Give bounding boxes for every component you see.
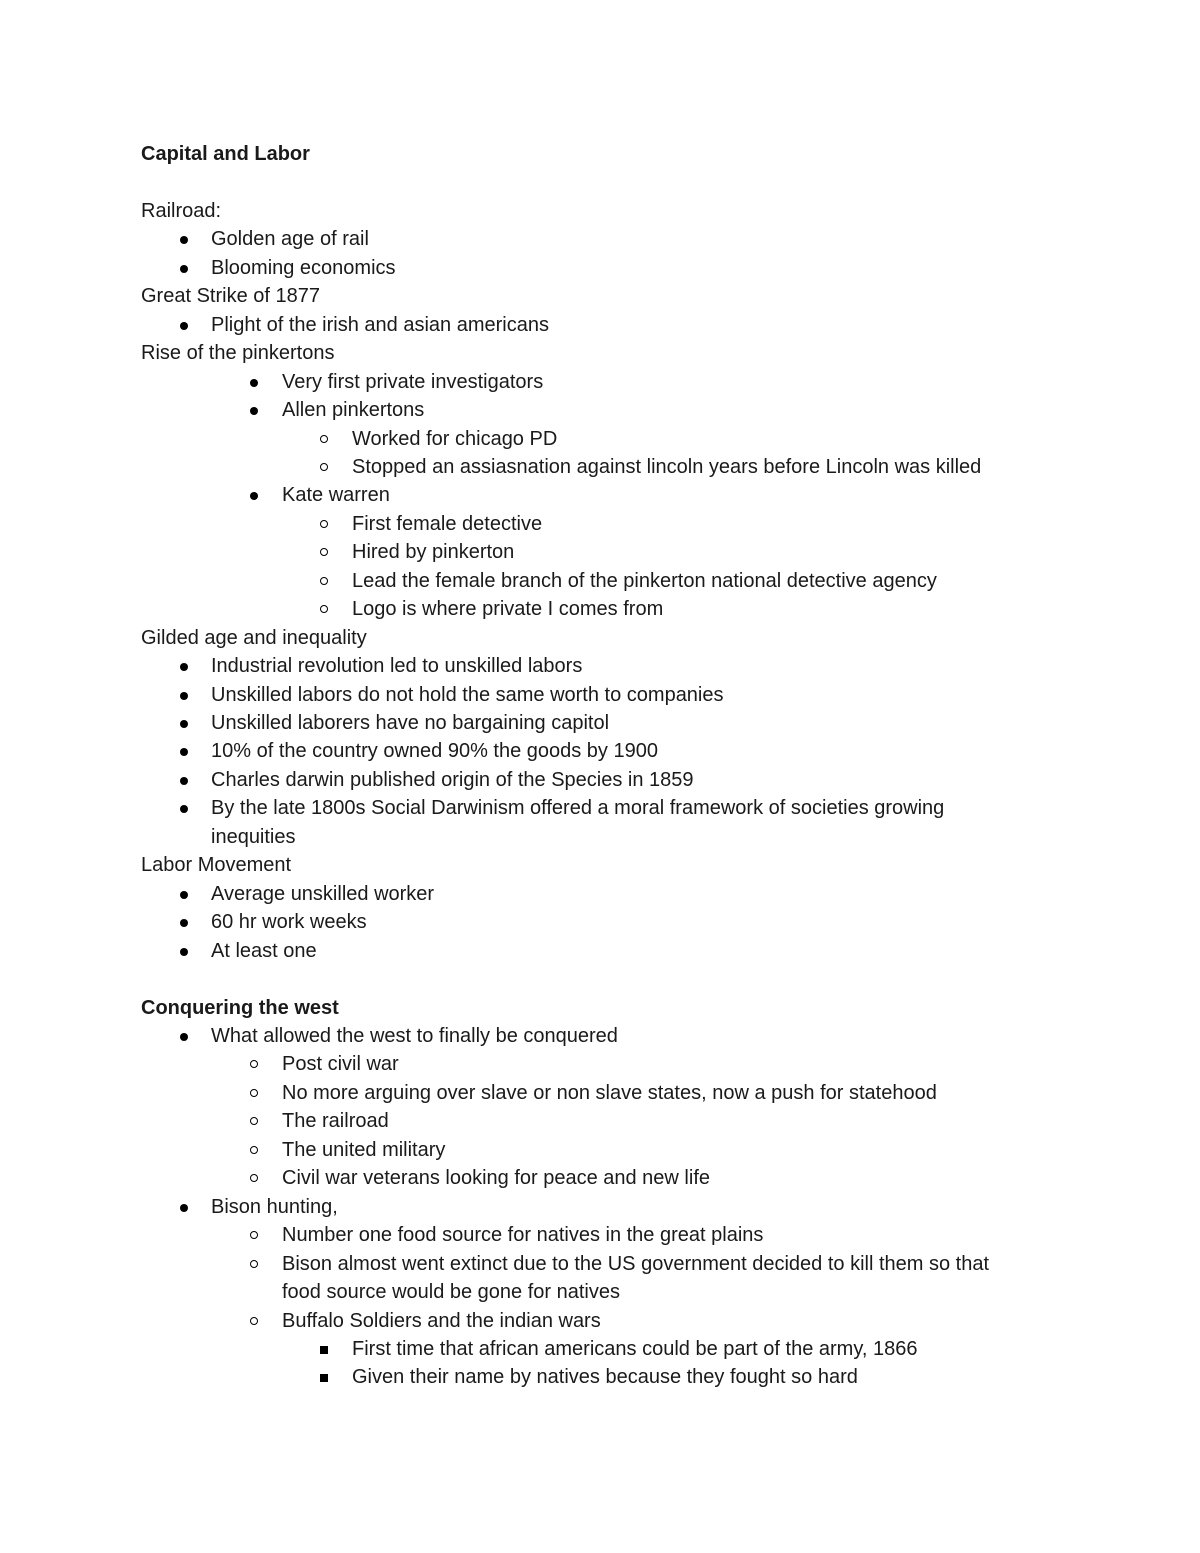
line-text: food source would be gone for natives	[282, 1281, 620, 1303]
disc-bullet-icon	[180, 236, 188, 244]
line-text: 10% of the country owned 90% the goods by 1900	[211, 740, 658, 763]
circle-bullet-icon	[250, 1146, 258, 1154]
heading-text: Conquering the west	[141, 996, 339, 1019]
line-text: Logo is where private I comes from	[352, 598, 664, 621]
line-text: Bison hunting,	[211, 1195, 338, 1218]
circle-bullet-icon	[250, 1089, 258, 1097]
line-text: Industrial revolution led to unskilled labors	[211, 655, 583, 678]
heading-text: Capital and Labor	[141, 143, 310, 165]
line-text: Unskilled labors do not hold the same worth to companies	[211, 683, 724, 706]
circle-bullet-icon	[320, 435, 328, 443]
line-text: First female detective	[352, 512, 543, 535]
disc-bullet-icon	[180, 805, 188, 813]
line-text: Hired by pinkerton	[352, 541, 515, 564]
line-text: inequities	[211, 825, 296, 848]
disc-bullet-icon	[180, 1204, 188, 1212]
circle-bullet-icon	[320, 463, 328, 471]
circle-bullet-icon	[250, 1231, 258, 1239]
circle-bullet-icon	[320, 577, 328, 585]
line-text: Stopped an assiasnation against lincoln years before Lincoln was killed	[352, 455, 982, 478]
circle-bullet-icon	[320, 520, 328, 528]
line-text: Buffalo Soldiers and the indian wars	[282, 1309, 601, 1332]
disc-bullet-icon	[250, 407, 258, 415]
disc-bullet-icon	[180, 948, 188, 956]
circle-bullet-icon	[320, 605, 328, 613]
line-text: Kate warren	[282, 484, 390, 507]
line-text: 60 hr work weeks	[211, 911, 367, 934]
disc-bullet-icon	[250, 492, 258, 500]
circle-bullet-icon	[320, 548, 328, 556]
line-text: Given their name by natives because they fought so hard	[352, 1366, 858, 1389]
disc-bullet-icon	[250, 379, 258, 387]
line-text: Labor Movement	[141, 854, 292, 877]
line-text: Lead the female branch of the pinkerton national detective agency	[352, 569, 937, 592]
line-text: Railroad:	[141, 199, 222, 222]
line-text: Gilded age and inequality	[141, 626, 367, 649]
disc-bullet-icon	[180, 663, 188, 671]
disc-bullet-icon	[180, 265, 188, 273]
line-text: No more arguing over slave or non slave states, now a push for statehood	[282, 1081, 937, 1104]
line-text: Post civil war	[282, 1053, 399, 1076]
line-text: Number one food source for natives in the great plains	[282, 1224, 764, 1247]
line-text: Blooming economics	[211, 256, 396, 279]
disc-bullet-icon	[180, 748, 188, 756]
circle-bullet-icon	[250, 1317, 258, 1325]
line-text: Bison almost went extinct due to the US government decided to kill them so that	[282, 1252, 990, 1275]
line-text: By the late 1800s Social Darwinism offered a moral framework of societies growing	[211, 797, 945, 820]
line-text: The railroad	[282, 1110, 389, 1133]
disc-bullet-icon	[180, 919, 188, 927]
line-text: Allen pinkertons	[282, 399, 425, 422]
circle-bullet-icon	[250, 1117, 258, 1125]
line-text: The united military	[282, 1138, 446, 1161]
square-bullet-icon	[320, 1346, 328, 1354]
line-text: Unskilled laborers have no bargaining capitol	[211, 712, 610, 734]
line-text: Worked for chicago PD	[352, 427, 558, 450]
disc-bullet-icon	[180, 322, 188, 330]
square-bullet-icon	[320, 1374, 328, 1382]
line-text: Plight of the irish and asian americans	[211, 313, 549, 336]
circle-bullet-icon	[250, 1174, 258, 1182]
circle-bullet-icon	[250, 1260, 258, 1268]
line-text: Charles darwin published origin of the Species in 1859	[211, 768, 694, 791]
disc-bullet-icon	[180, 891, 188, 899]
disc-bullet-icon	[180, 1033, 188, 1041]
line-text: Average unskilled worker	[211, 882, 435, 905]
disc-bullet-icon	[180, 692, 188, 700]
line-text: First time that african americans could be part of the army, 1866	[352, 1337, 918, 1360]
line-text: Great Strike of 1877	[141, 285, 320, 308]
disc-bullet-icon	[180, 777, 188, 785]
line-text: Civil war veterans looking for peace and new life	[282, 1167, 710, 1190]
line-text: What allowed the west to finally be conquered	[211, 1024, 618, 1047]
line-text: Golden age of rail	[211, 228, 369, 251]
disc-bullet-icon	[180, 720, 188, 728]
line-text: At least one	[211, 939, 317, 962]
line-text: Very first private investigators	[282, 370, 544, 393]
circle-bullet-icon	[250, 1060, 258, 1068]
line-text: Rise of the pinkertons	[141, 342, 335, 365]
